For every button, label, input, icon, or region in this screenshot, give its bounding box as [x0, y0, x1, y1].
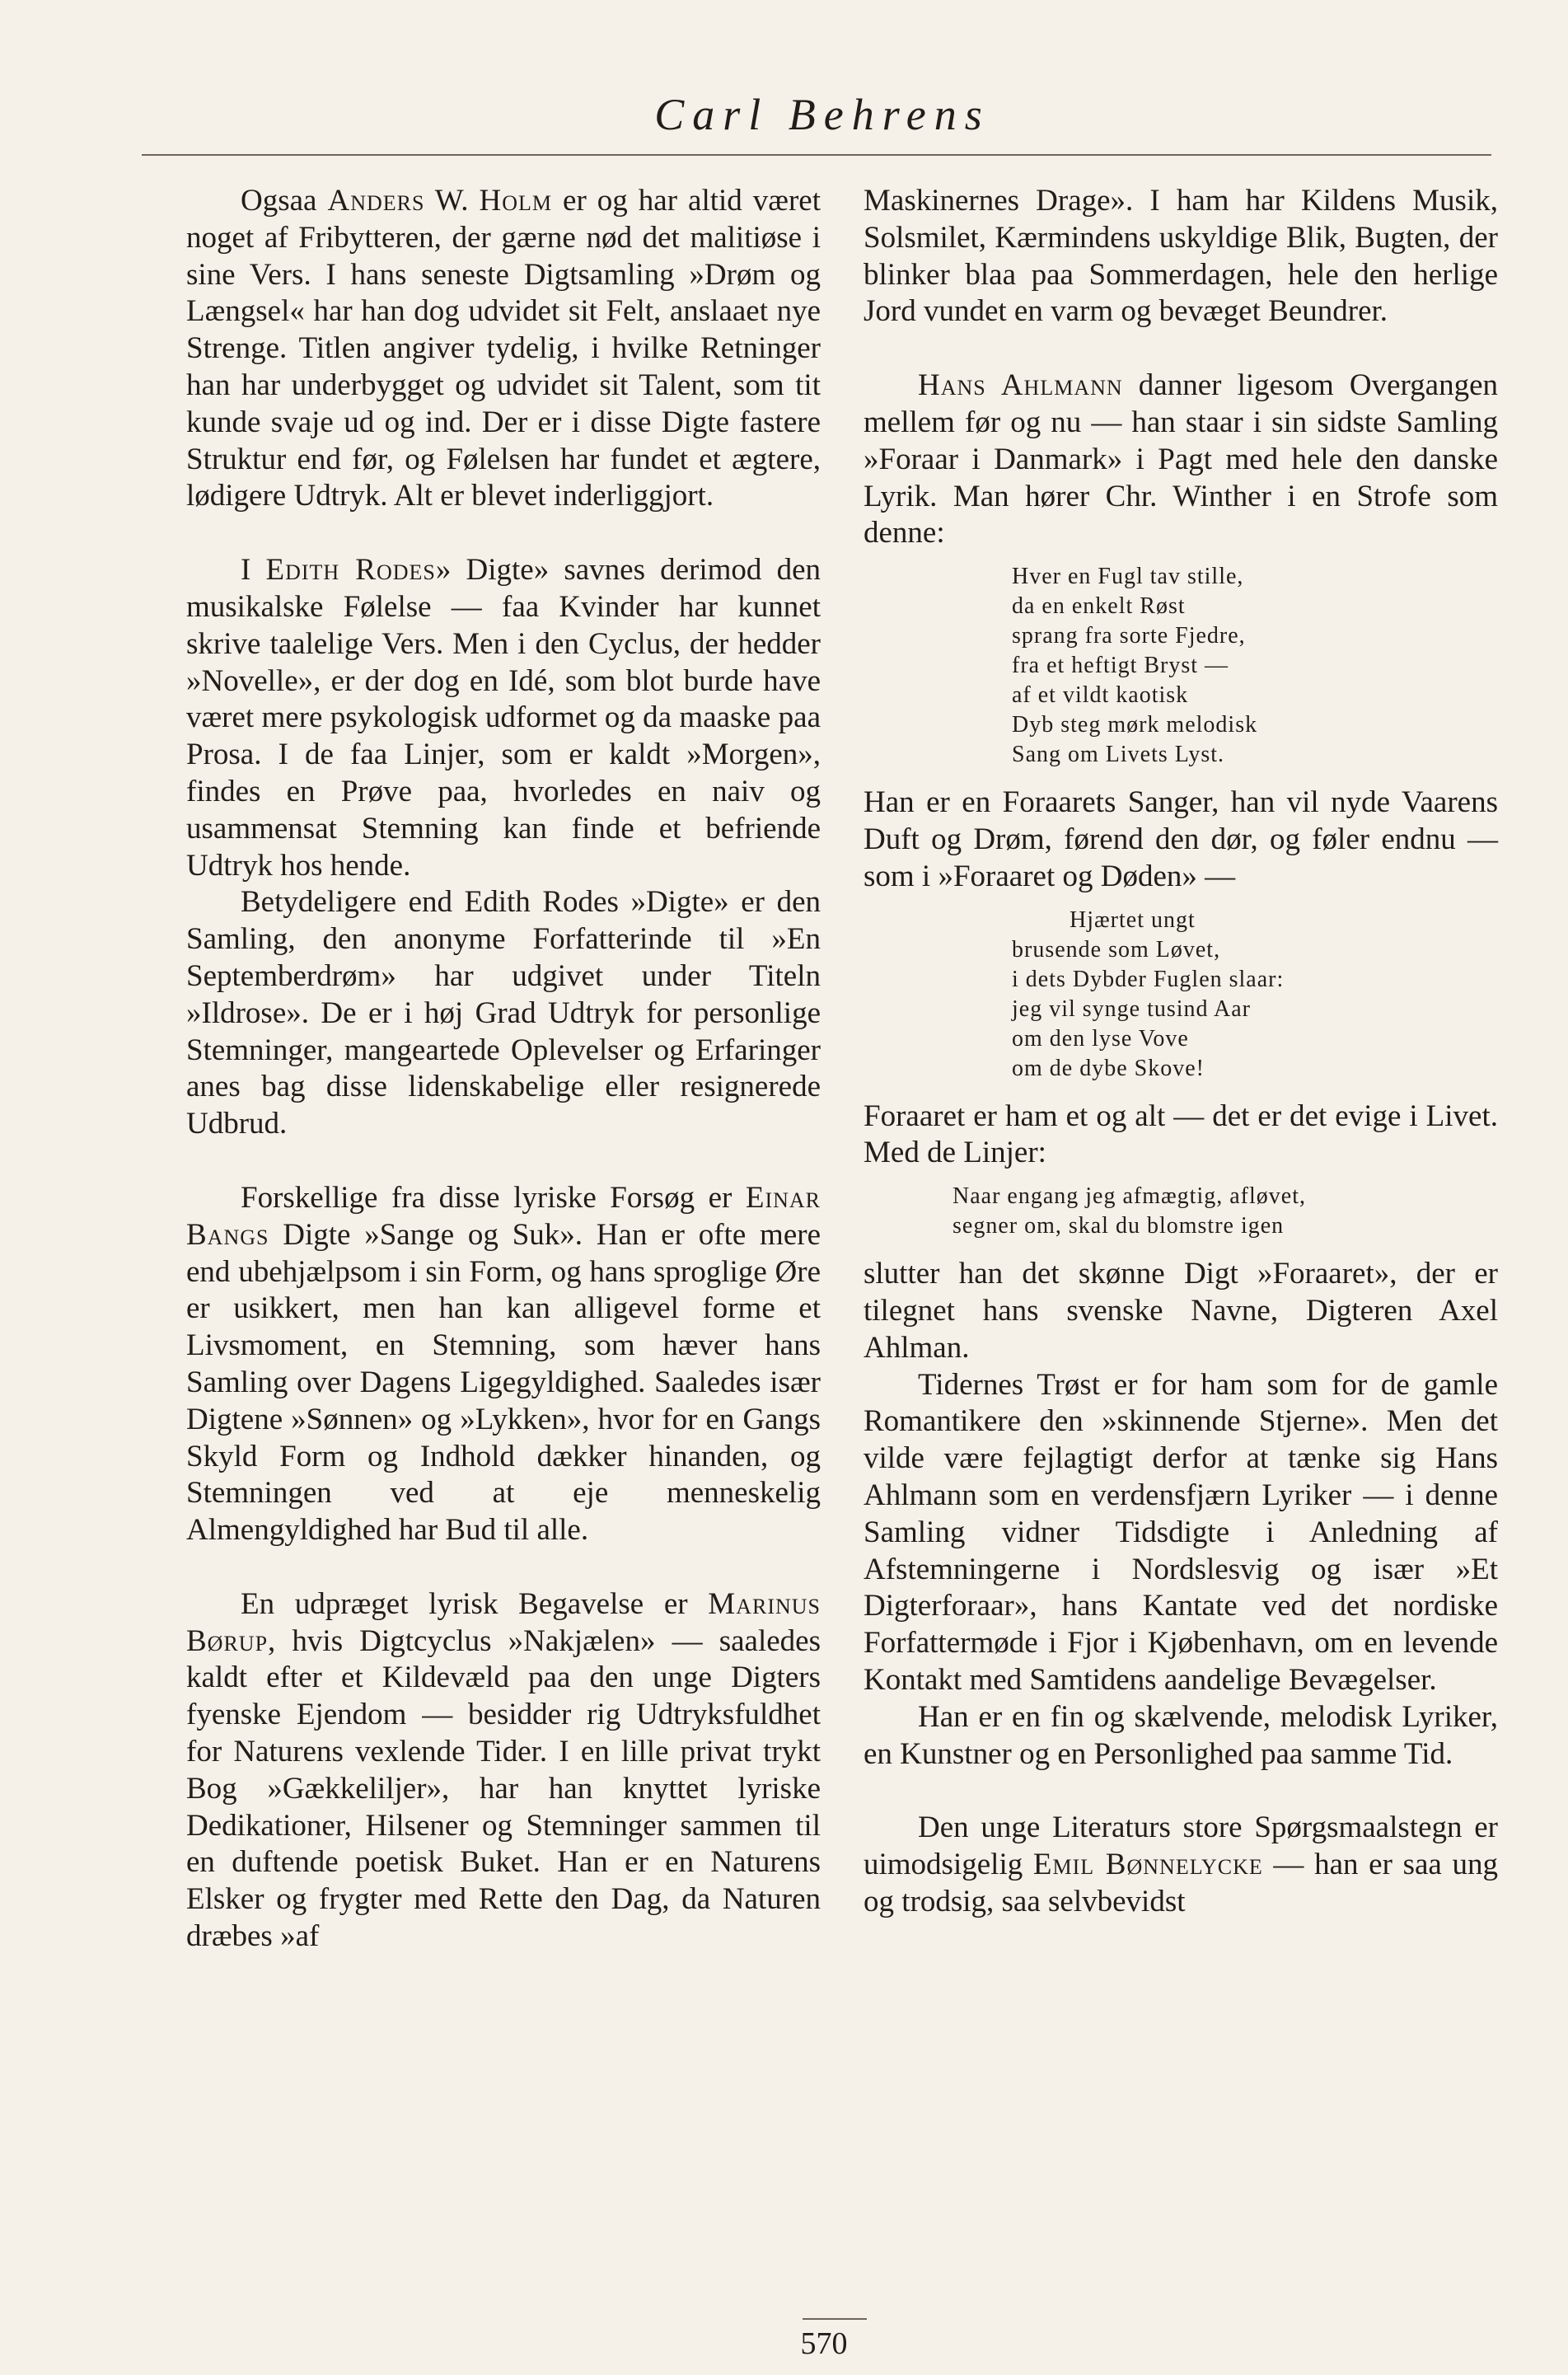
- page-number-rule: [803, 2318, 867, 2320]
- paragraph-borup: En udpræget lyrisk Begavelse er Marinus Børup, hvis Digtcyclus »Nakjælen» — saaledes kaldt efter et Kildevæld paa den unge Digters fyenske Ejendom — besidder rig Udtryksfuldhet for Naturens vexlende Tider. I en lille privat trykt Bog »Gækkeliljer», har han knyttet lyriske Dedikationer, Hilsener og Stemninger sammen til en duftende poetisk Buket. Han er en Naturens Elsker og frygter med Rette den Dag, da Naturen dræbes »af: [186, 1586, 821, 1954]
- author-name: Edith Rodes: [265, 553, 436, 588]
- author-name: Marinus Børup: [186, 1586, 821, 1658]
- running-header: Carl Behrens: [654, 90, 990, 139]
- paragraph-fin: Han er en fin og skælvende, melodisk Lyriker, en Kunstner og en Personlighed paa samme Tid.: [864, 1699, 1498, 1771]
- paragraph-ahlmann: Hans Ahlmann danner ligesom Overgangen mellem før og nu — han staar i sin sidste Samling »Foraar i Danmark» i Pagt med hele den danske Lyrik. Man hører Chr. Winther i en Strofe som denne:: [864, 368, 1498, 550]
- poem-quote-2: Hjærtet ungt brusende som Løvet, i dets Dybder Fuglen slaar: jeg vil synge tusind Aar om den lyse Vove om de dybe Skove!: [1012, 906, 1285, 1081]
- poem-quote-1: Hver en Fugl tav stille, da en enkelt Røst sprang fra sorte Fjedre, fra et heftigt Bryst — af et vildt kaotisk Dyb steg mørk melodisk Sang om Livets Lyst.: [1012, 564, 1258, 768]
- paragraph-rodes: I Edith Rodes» Digte» savnes derimod den musikalske Følelse — faa Kvinder har kunnet skrive taalelige Vers. Men i den Cyclus, der hedder »Novelle», er der dog en Idé, som blot burde have været mere psykologisk udformet og da maaske paa Prosa. I de faa Linjer, som er kaldt »Morgen», findes en Prøve paa, hvorledes en naiv og usammensat Stemning kan finde et befriende Udtryk hos hende.: [186, 553, 821, 883]
- page-number: 570: [800, 2326, 848, 2361]
- paragraph-slutter: slutter han det skønne Digt »Foraaret», der er tilegnet hans svenske Navne, Digteren Axel Ahlman.: [864, 1257, 1498, 1365]
- paragraph-foraar: Han er en Foraarets Sanger, han vil nyde Vaarens Duft og Drøm, førend den dør, og føler endnu — som i »Foraaret og Døden» —: [864, 785, 1498, 893]
- author-name: Holm: [479, 184, 553, 218]
- paragraph-evige: Foraaret er ham et og alt — det er det evige i Livet. Med de Linjer:: [864, 1098, 1498, 1170]
- paragraph-tidernes: Tidernes Trøst er for ham som for de gamle Romantikere den »skinnende Stjerne». Men det vilde være fejlagtigt derfor at tænke sig Hans Ahlmann som en verdensfjærn Lyriker — i denne Samling vidner Tidsdigte i Anledning af Afstemningerne i Nordslesvig og især »Et Digterforaar», hans Kantate ved det nordiske Forfattermøde i Fjor i Kjøbenhavn, om en levende Kontakt med Samtidens aandelige Bevægelser.: [864, 1367, 1498, 1697]
- author-name: Emil Bønnelycke: [1032, 1848, 1263, 1882]
- paragraph-holm: Ogsaa Anders W. Holm er og har altid været noget af Fribytteren, der gærne nød det malitiøse i sine Vers. I hans seneste Digtsamling »Drøm og Længsel« har han dog udvidet sit Felt, anslaaet nye Strenge. Titlen angiver tydelig, i hvilke Retninger han har underbygget og udvidet sit Talent, som tit kunde svaje ud og ind. Der er i disse Digte fastere Struktur end før, og Følelsen har fundet et ægtere, lødigere Udtryk. Alt er blevet inderliggjort.: [186, 184, 821, 513]
- poem-quote-3: Naar engang jeg afmægtig, afløvet, segner om, skal du blomstre igen: [953, 1183, 1306, 1239]
- header-rule: [142, 154, 1491, 156]
- paragraph-bonnelycke: Den unge Literaturs store Spørgsmaalstegn er uimodsigelig Emil Bønnelycke — han er saa ung og trodsig, saa selvbevidst: [864, 1811, 1498, 1918]
- author-name: Hans Ahlmann: [918, 368, 1123, 403]
- paragraph-ildrose: Betydeligere end Edith Rodes »Digte» er den Samling, den anonyme Forfatterinde til »En Septemberdrøm» har udgivet under Titeln »Ildrose». De er i høj Grad Udtryk for personlige Stemninger, mangeartede Oplevelser og Erfaringer anes bag disse lidenskabelige eller resignerede Udbrud.: [186, 885, 821, 1141]
- right-column: [864, 183, 1498, 1921]
- paragraph-continuation: Maskinernes Drage». I ham har Kildens Musik, Solsmilet, Kærmindens uskyldige Blik, Bugten, der blinker blaa paa Sommerdagen, hele den herlige Jord vundet en varm og bevæget Beundrer.: [864, 184, 1498, 329]
- left-column: [186, 183, 821, 1956]
- paragraph-bang: Forskellige fra disse lyriske Forsøg er Einar Bangs Digte »Sange og Suk». Han er ofte mere end ubehjælpsom i sin Form, og hans sproglige Øre er usikkert, men han kan alligevel forme et Livsmoment, en Stemning, som hæver hans Samling over Dagens Ligegyldighed. Saaledes især Digtene »Sønnen» og »Lykken», hvor for en Gangs Skyld Form og Indhold dækker hinanden, og Stemningen ved at eje menneskelig Almengyldighed har Bud til alle.: [186, 1180, 821, 1548]
- author-name: Einar Bangs: [186, 1180, 821, 1252]
- author-name: Anders: [327, 184, 425, 218]
